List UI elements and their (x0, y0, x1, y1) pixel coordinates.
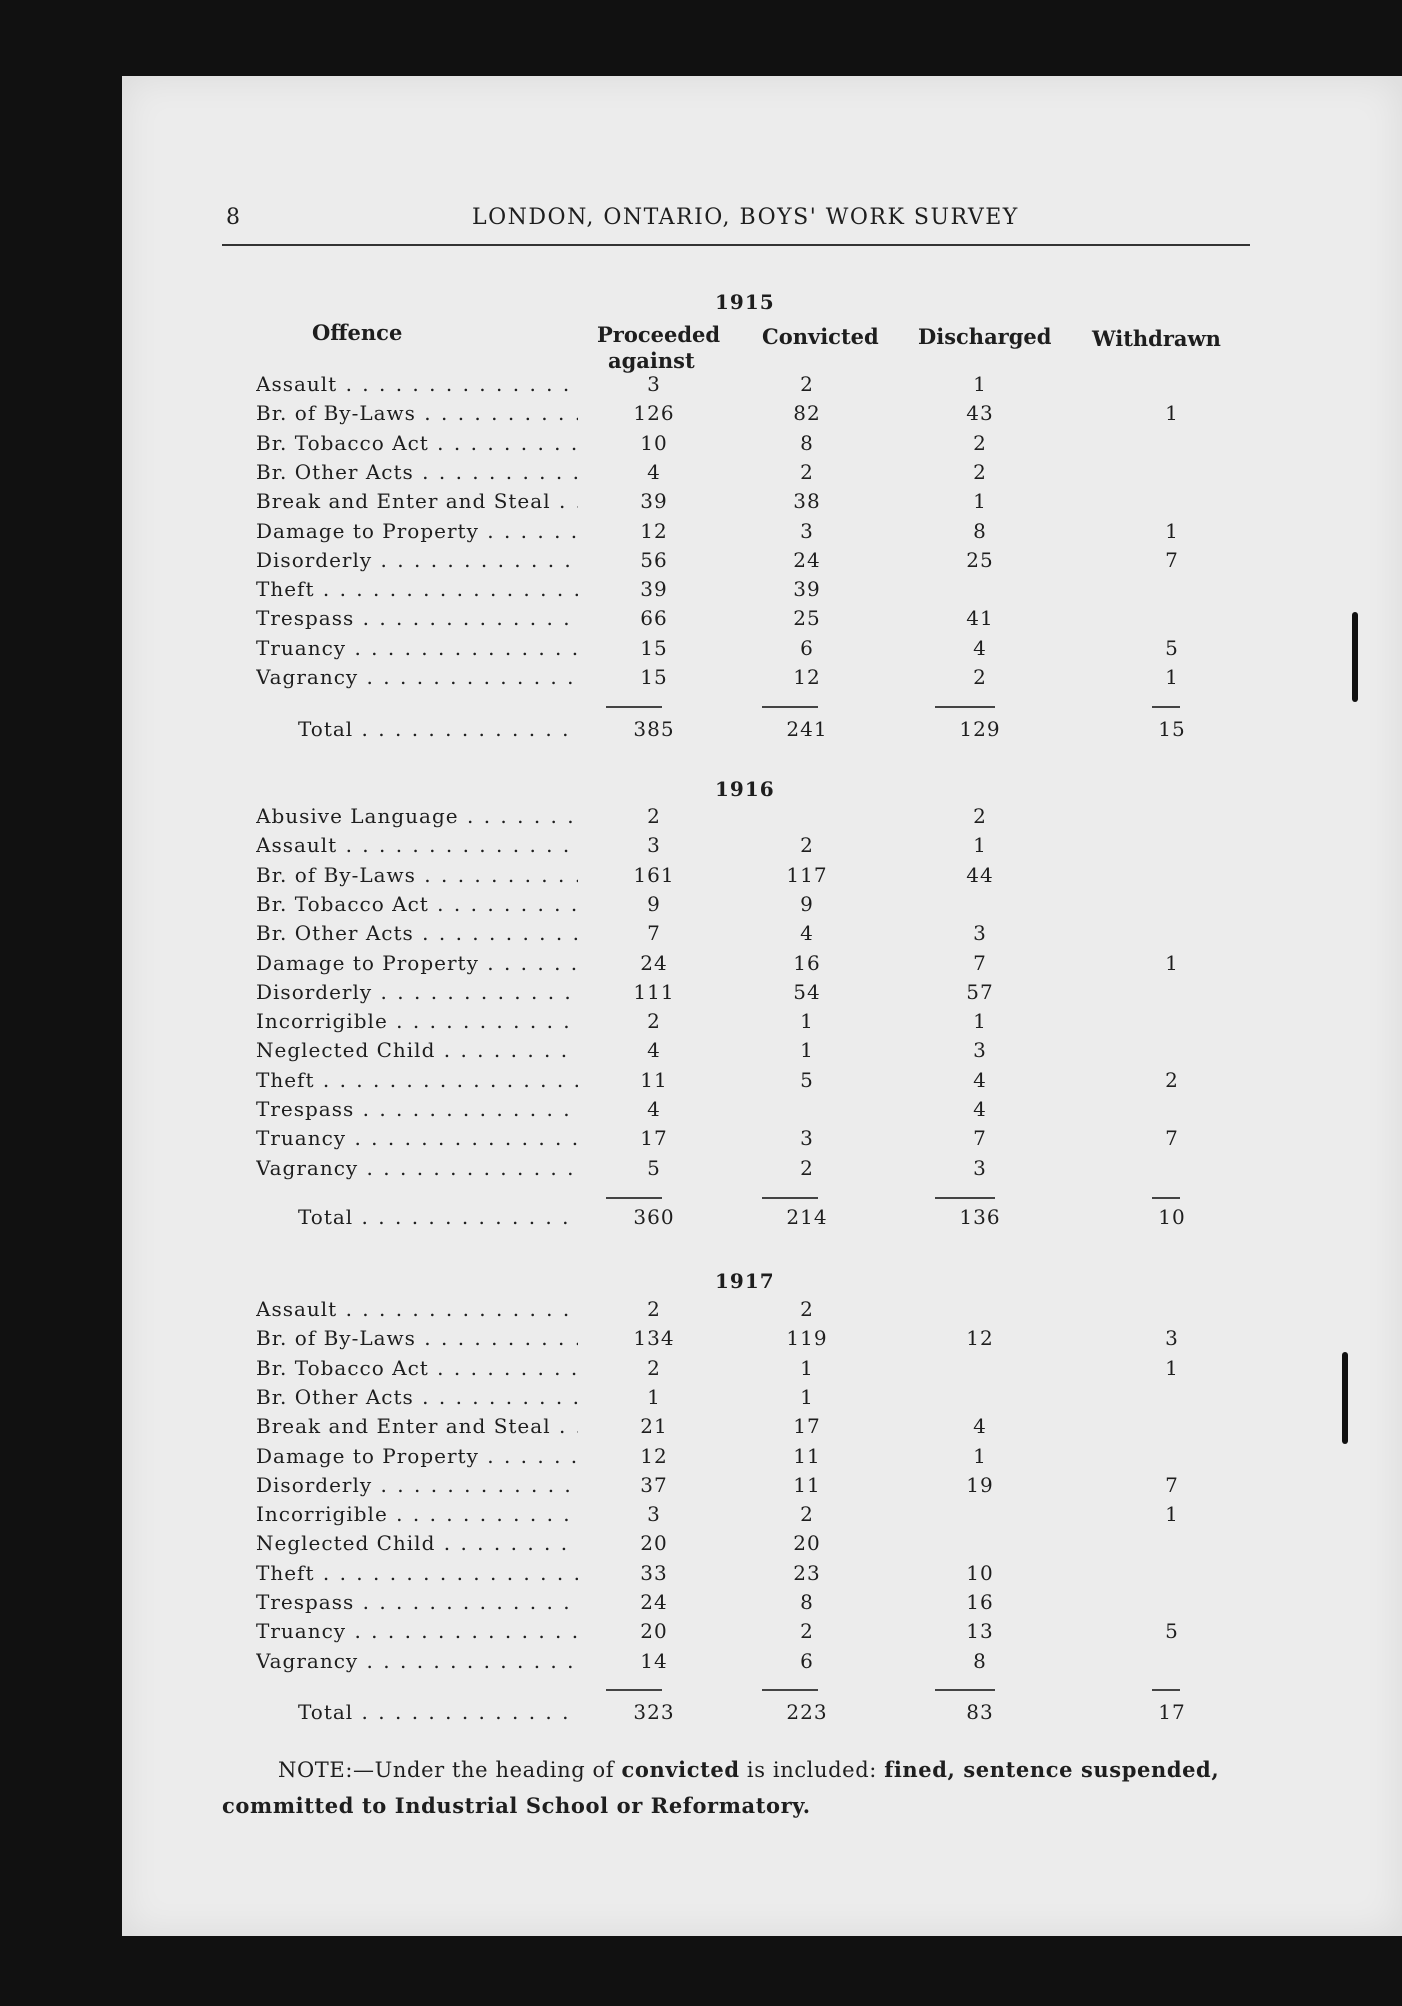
offence-label: Break and Enter and Steal . . . (256, 489, 578, 513)
table-row (0, 804, 1402, 833)
total-rule (606, 706, 662, 708)
note-emph-list: fined, sentence suspended, committed to Industrial School or Reformatory. (222, 1757, 1220, 1818)
cell-discharged: 8 (973, 519, 987, 543)
cell-proceeded: 4 (647, 1097, 661, 1121)
cell-proceeded: 111 (633, 980, 675, 1004)
cell-discharged: 12 (966, 1326, 994, 1350)
cell-withdrawn: 1 (1165, 401, 1179, 425)
cell-convicted: 54 (793, 980, 821, 1004)
cell-convicted: 2 (800, 1502, 814, 1526)
cell-convicted: 2 (800, 372, 814, 396)
cell-proceeded: 9 (647, 892, 661, 916)
cell-convicted: 2 (800, 833, 814, 857)
table-row (0, 460, 1402, 489)
total-rule (1152, 706, 1180, 708)
cell-proceeded: 33 (640, 1561, 668, 1585)
table-row (0, 892, 1402, 921)
cell-proceeded: 39 (640, 577, 668, 601)
cell-discharged: 43 (966, 401, 994, 425)
offence-label: Truancy . . . (256, 1619, 578, 1643)
table-row (0, 1590, 1402, 1619)
cell-proceeded: 3 (647, 1502, 661, 1526)
cell-withdrawn: 2 (1165, 1068, 1179, 1092)
total-convicted: 214 (786, 1205, 828, 1229)
cell-proceeded: 12 (640, 519, 668, 543)
total-proceeded: 323 (633, 1700, 675, 1724)
cell-proceeded: 2 (647, 1297, 661, 1321)
offence-label: Br. Other Acts . . . (256, 460, 578, 484)
cell-convicted: 119 (786, 1326, 828, 1350)
table-row (0, 1473, 1402, 1502)
total-rule (762, 1689, 818, 1691)
cell-proceeded: 20 (640, 1619, 668, 1643)
cell-discharged: 4 (973, 1068, 987, 1092)
cell-proceeded: 37 (640, 1473, 668, 1497)
cell-convicted: 6 (800, 636, 814, 660)
cell-proceeded: 14 (640, 1649, 668, 1673)
cell-discharged: 2 (973, 460, 987, 484)
cell-proceeded: 1 (647, 1385, 661, 1409)
col-header-discharged: Discharged (918, 324, 1052, 349)
cell-discharged: 2 (973, 431, 987, 455)
cell-convicted: 23 (793, 1561, 821, 1585)
cell-withdrawn: 1 (1165, 1502, 1179, 1526)
table-row (0, 1126, 1402, 1155)
table-row (0, 1502, 1402, 1531)
cell-discharged: 3 (973, 1156, 987, 1180)
col-header-proceeded: Proceeded (597, 322, 721, 347)
total-proceeded: 385 (633, 717, 675, 741)
cell-withdrawn: 1 (1165, 519, 1179, 543)
cell-proceeded: 4 (647, 1038, 661, 1062)
offence-label: Theft . . . (256, 577, 578, 601)
cell-convicted: 3 (800, 519, 814, 543)
offence-label: Neglected Child . . . (256, 1038, 578, 1062)
col-header-proceeded-2: against (608, 348, 695, 373)
cell-discharged: 16 (966, 1590, 994, 1614)
cell-convicted: 117 (786, 863, 828, 887)
cell-convicted: 3 (800, 1126, 814, 1150)
cell-withdrawn: 7 (1165, 1473, 1179, 1497)
col-header-convicted: Convicted (762, 324, 879, 349)
header-rule (222, 244, 1250, 246)
offence-label: Br. Tobacco Act . . . (256, 1356, 578, 1380)
year-heading: 1917 (715, 1269, 775, 1293)
cell-proceeded: 21 (640, 1414, 668, 1438)
total-withdrawn: 17 (1158, 1700, 1186, 1724)
cell-proceeded: 161 (633, 863, 675, 887)
total-discharged: 83 (966, 1700, 994, 1724)
offence-label: Br. of By-Laws . . . (256, 863, 578, 887)
cell-discharged: 19 (966, 1473, 994, 1497)
cell-withdrawn: 1 (1165, 1356, 1179, 1380)
offence-label: Assault . . . (256, 1297, 578, 1321)
year-heading: 1916 (715, 777, 775, 801)
cell-withdrawn: 5 (1165, 636, 1179, 660)
total-rule (1152, 1197, 1180, 1199)
offence-label: Vagrancy . . . (256, 665, 578, 689)
table-row (0, 833, 1402, 862)
total-row (0, 717, 1402, 746)
cell-withdrawn: 3 (1165, 1326, 1179, 1350)
cell-discharged: 4 (973, 1414, 987, 1438)
total-withdrawn: 10 (1158, 1205, 1186, 1229)
cell-discharged: 13 (966, 1619, 994, 1643)
offence-label: Vagrancy . . . (256, 1156, 578, 1180)
cell-proceeded: 15 (640, 665, 668, 689)
table-row (0, 548, 1402, 577)
cell-discharged: 41 (966, 606, 994, 630)
cell-convicted: 17 (793, 1414, 821, 1438)
total-row (0, 1205, 1402, 1234)
offence-label: Incorrigible . . . (256, 1009, 578, 1033)
cell-discharged: 3 (973, 921, 987, 945)
cell-proceeded: 7 (647, 921, 661, 945)
offence-label: Damage to Property . . . (256, 519, 578, 543)
offence-label: Truancy . . . (256, 1126, 578, 1150)
cell-discharged: 8 (973, 1649, 987, 1673)
table-row (0, 489, 1402, 518)
table-row (0, 1385, 1402, 1414)
cell-convicted: 5 (800, 1068, 814, 1092)
table-row (0, 1297, 1402, 1326)
cell-withdrawn: 7 (1165, 1126, 1179, 1150)
table-row (0, 1649, 1402, 1678)
cell-discharged: 25 (966, 548, 994, 572)
col-header-withdrawn: Withdrawn (1092, 326, 1221, 351)
cell-withdrawn: 7 (1165, 548, 1179, 572)
total-convicted: 223 (786, 1700, 828, 1724)
total-withdrawn: 15 (1158, 717, 1186, 741)
table-row (0, 1444, 1402, 1473)
offence-label: Break and Enter and Steal . . . (256, 1414, 578, 1438)
cell-convicted: 25 (793, 606, 821, 630)
cell-convicted: 11 (793, 1473, 821, 1497)
note-emph-convicted: convicted (621, 1757, 740, 1782)
cell-discharged: 4 (973, 636, 987, 660)
footnote (222, 1752, 1252, 1824)
cell-withdrawn: 5 (1165, 1619, 1179, 1643)
table-row (0, 1414, 1402, 1443)
cell-convicted: 2 (800, 460, 814, 484)
cell-convicted: 1 (800, 1038, 814, 1062)
offence-label: Assault . . . (256, 833, 578, 857)
total-rule (762, 1197, 818, 1199)
table-row (0, 1156, 1402, 1185)
table-row (0, 1326, 1402, 1355)
cell-proceeded: 66 (640, 606, 668, 630)
cell-discharged: 1 (973, 1444, 987, 1468)
total-rule (1152, 1689, 1180, 1691)
cell-convicted: 1 (800, 1009, 814, 1033)
offence-label: Br. of By-Laws . . . (256, 1326, 578, 1350)
cell-discharged: 7 (973, 951, 987, 975)
total-discharged: 129 (959, 717, 1001, 741)
cell-discharged: 1 (973, 372, 987, 396)
cell-proceeded: 24 (640, 951, 668, 975)
cell-discharged: 4 (973, 1097, 987, 1121)
offence-label: Disorderly . . . (256, 980, 578, 1004)
offence-label: Theft . . . (256, 1068, 578, 1092)
table-row (0, 921, 1402, 950)
total-rule (762, 706, 818, 708)
cell-withdrawn: 1 (1165, 951, 1179, 975)
offence-label: Br. Tobacco Act . . . (256, 431, 578, 455)
table-row (0, 665, 1402, 694)
table-row (0, 401, 1402, 430)
cell-discharged: 10 (966, 1561, 994, 1585)
col-header-offence: Offence (312, 320, 403, 345)
offence-label: Disorderly . . . (256, 1473, 578, 1497)
cell-discharged: 1 (973, 833, 987, 857)
total-row (0, 1700, 1402, 1729)
cell-proceeded: 17 (640, 1126, 668, 1150)
offence-label: Damage to Property . . . (256, 1444, 578, 1468)
cell-convicted: 82 (793, 401, 821, 425)
cell-convicted: 8 (800, 1590, 814, 1614)
table-row (0, 863, 1402, 892)
table-row (0, 1356, 1402, 1385)
table-row (0, 636, 1402, 665)
cell-convicted: 6 (800, 1649, 814, 1673)
cell-proceeded: 2 (647, 1009, 661, 1033)
cell-convicted: 11 (793, 1444, 821, 1468)
cell-convicted: 2 (800, 1156, 814, 1180)
year-heading: 1915 (715, 290, 775, 314)
cell-convicted: 2 (800, 1297, 814, 1321)
cell-proceeded: 134 (633, 1326, 675, 1350)
total-convicted: 241 (786, 717, 828, 741)
offence-label: Neglected Child . . . (256, 1531, 578, 1555)
table-row (0, 980, 1402, 1009)
table-row (0, 606, 1402, 635)
cell-convicted: 8 (800, 431, 814, 455)
cell-convicted: 9 (800, 892, 814, 916)
cell-discharged: 1 (973, 489, 987, 513)
cell-proceeded: 15 (640, 636, 668, 660)
cell-convicted: 1 (800, 1385, 814, 1409)
cell-withdrawn: 1 (1165, 665, 1179, 689)
total-rule (935, 1197, 995, 1199)
offence-label: Br. Other Acts . . . (256, 1385, 578, 1409)
page-number: 8 (226, 205, 240, 230)
cell-convicted: 24 (793, 548, 821, 572)
total-rule (935, 1689, 995, 1691)
offence-label: Truancy . . . (256, 636, 578, 660)
cell-discharged: 7 (973, 1126, 987, 1150)
cell-proceeded: 3 (647, 372, 661, 396)
total-proceeded: 360 (633, 1205, 675, 1229)
total-rule (935, 706, 995, 708)
table-row (0, 372, 1402, 401)
table-row (0, 577, 1402, 606)
total-label: Total . . . (298, 1205, 578, 1229)
cell-discharged: 2 (973, 665, 987, 689)
total-label: Total . . . (298, 1700, 578, 1724)
offence-label: Trespass . . . (256, 1097, 578, 1121)
total-rule (606, 1689, 662, 1691)
cell-convicted: 38 (793, 489, 821, 513)
cell-discharged: 3 (973, 1038, 987, 1062)
cell-convicted: 1 (800, 1356, 814, 1380)
total-label: Total . . . (298, 717, 578, 741)
offence-label: Theft . . . (256, 1561, 578, 1585)
offence-label: Abusive Language . . . (256, 804, 578, 828)
note-lead: NOTE:—Under the heading of (278, 1758, 622, 1782)
cell-proceeded: 4 (647, 460, 661, 484)
cell-proceeded: 3 (647, 833, 661, 857)
cell-proceeded: 20 (640, 1531, 668, 1555)
cell-proceeded: 10 (640, 431, 668, 455)
cell-proceeded: 12 (640, 1444, 668, 1468)
cell-convicted: 16 (793, 951, 821, 975)
table-row (0, 1068, 1402, 1097)
running-title: LONDON, ONTARIO, BOYS' WORK SURVEY (472, 205, 1019, 230)
cell-proceeded: 5 (647, 1156, 661, 1180)
offence-label: Vagrancy . . . (256, 1649, 578, 1673)
table-row (0, 951, 1402, 980)
note-mid: is included: (739, 1758, 885, 1782)
total-rule (606, 1197, 662, 1199)
cell-proceeded: 39 (640, 489, 668, 513)
cell-proceeded: 11 (640, 1068, 668, 1092)
cell-discharged: 2 (973, 804, 987, 828)
offence-label: Damage to Property . . . (256, 951, 578, 975)
cell-proceeded: 126 (633, 401, 675, 425)
cell-discharged: 57 (966, 980, 994, 1004)
cell-proceeded: 2 (647, 1356, 661, 1380)
cell-convicted: 20 (793, 1531, 821, 1555)
offence-label: Br. Other Acts . . . (256, 921, 578, 945)
offence-label: Br. Tobacco Act . . . (256, 892, 578, 916)
table-row (0, 1619, 1402, 1648)
cell-convicted: 4 (800, 921, 814, 945)
table-row (0, 431, 1402, 460)
table-row (0, 1038, 1402, 1067)
cell-proceeded: 56 (640, 548, 668, 572)
offence-label: Assault . . . (256, 372, 578, 396)
table-row (0, 1097, 1402, 1126)
table-row (0, 1531, 1402, 1560)
table-row (0, 519, 1402, 548)
cell-convicted: 12 (793, 665, 821, 689)
cell-proceeded: 2 (647, 804, 661, 828)
offence-label: Trespass . . . (256, 606, 578, 630)
cell-convicted: 2 (800, 1619, 814, 1643)
table-row (0, 1561, 1402, 1590)
cell-discharged: 44 (966, 863, 994, 887)
cell-convicted: 39 (793, 577, 821, 601)
offence-label: Incorrigible . . . (256, 1502, 578, 1526)
table-row (0, 1009, 1402, 1038)
offence-label: Br. of By-Laws . . . (256, 401, 578, 425)
offence-label: Disorderly . . . (256, 548, 578, 572)
total-discharged: 136 (959, 1205, 1001, 1229)
cell-discharged: 1 (973, 1009, 987, 1033)
cell-proceeded: 24 (640, 1590, 668, 1614)
offence-label: Trespass . . . (256, 1590, 578, 1614)
